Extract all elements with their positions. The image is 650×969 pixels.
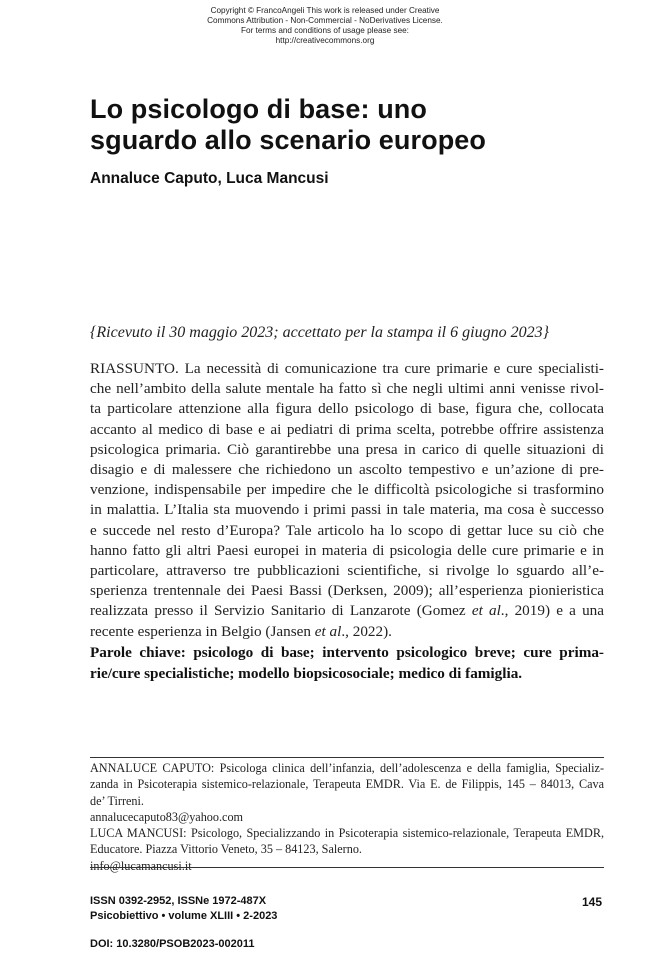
copyright-line: For terms and conditions of usage please see: (241, 26, 409, 35)
abstract-line: venzione, indispensabile per impedire che le difficoltà psicologiche si trasformino (90, 481, 604, 499)
copyright-line: Commons Attribution - Non-Commercial - NoDerivatives License. (207, 16, 443, 25)
footnote-bottom-divider (90, 867, 604, 868)
copyright-link[interactable]: http://creativecommons.org (275, 36, 375, 45)
abstract-line: disagio e di malessere che richiedono un ascolto tempestivo e un’azione di pre- (90, 461, 604, 479)
article-title-line: Lo psicologo di base: uno (90, 94, 427, 124)
keywords-line: Parole chiave: psicologo di base; intervento psicologico breve; cure prima- (90, 644, 604, 661)
doi[interactable]: DOI: 10.3280/PSOB2023-002011 (90, 938, 255, 950)
author-footnotes (90, 760, 604, 874)
abstract-line: in malattia. L’Italia sta muovendo i primi passi in tale materia, ma cosa è successo (90, 501, 604, 519)
abstract-line: realizzata presso il Servizio Sanitario di Lanzarote (Gomez et al., 2019) e a una (90, 602, 604, 620)
author-email-link[interactable]: annalucecaputo83@yahoo.com (90, 809, 244, 824)
abstract-line: ta particolare attenzione alla figura dello psicologo di base, figura che, collocata (90, 400, 604, 418)
footnote-line: ANNALUCE CAPUTO: Psicologa clinica dell’infanzia, dell’adolescenza e della famiglia, Specializ- (90, 761, 604, 775)
footnote-line: LUCA MANCUSI: Psicologo, Specializzando in Psicoterapia sistemico-relazionale, Terapeuta EMDR, (90, 826, 604, 841)
abstract-line: particolare, attraverso tre pubblicazioni scientifiche, si rivolge lo sguardo all’e- (90, 562, 604, 580)
keywords-line: rie/cure specialistiche; modello biopsicosociale; medico di famiglia. (90, 665, 523, 682)
received-dates: {Ricevuto il 30 maggio 2023; accettato per la stampa il 6 giugno 2023} (90, 324, 549, 341)
abstract-line: accanto al medico di base e ai pediatri di prima scelta, potrebbe offrire assistenza (90, 420, 604, 438)
abstract-line: RIASSUNTO. La necessità di comunicazione tra cure primarie e cure specialisti- (90, 360, 604, 377)
article-title-line: sguardo allo scenario europeo (90, 125, 486, 155)
abstract-label: RIASSUNTO. (90, 360, 179, 377)
journal-info: Psicobiettivo • volume XLIII • 2-2023 (90, 910, 278, 922)
author-email-link[interactable]: info@lucamancusi.it (90, 858, 192, 873)
keywords (90, 642, 604, 684)
abstract-line: hanno fatto gli altri Paesi europei in materia di psicologia delle cure primarie e in (90, 541, 604, 559)
article-title (90, 94, 610, 156)
abstract-line: che nell’ambito della salute mentale ha fatto sì che negli ultimi anni venisse rivol- (90, 380, 604, 398)
abstract-line: psicologica primaria. Ciò garantirebbe una presa in carico di quelle situazioni di (90, 440, 604, 458)
article-authors: Annaluce Caputo, Luca Mancusi (90, 170, 329, 187)
footnote-line: de’ Tirreni. (90, 793, 144, 808)
page-number: 145 (581, 895, 602, 909)
issn: ISSN 0392-2952, ISSNe 1972-487X (90, 895, 267, 907)
footnote-divider (90, 757, 604, 758)
footnote-line: Educatore. Piazza Vittorio Veneto, 35 – 84123, Salerno. (90, 842, 362, 857)
et-al: et al (471, 602, 501, 620)
abstract-line: sperienza trentennale dei Paesi Bassi (Derksen, 2009); all’esperienza pionieristica (90, 582, 604, 600)
abstract-line: e succede nel resto d’Europa? Tale articolo ha lo scopo di gettar luce su ciò che (90, 521, 604, 539)
copyright-notice (0, 6, 650, 46)
copyright-line: Copyright © FrancoAngeli This work is released under Creative (210, 6, 440, 15)
et-al: et al (314, 622, 342, 640)
abstract (90, 359, 604, 642)
abstract-line: recente esperienza in Belgio (Jansen et al., 2022). (90, 622, 392, 640)
footnote-line: zanda in Psicoterapia sistemico-relazionale, Terapeuta EMDR. Via E. de Filippis, 145 – 84013, Cava (90, 777, 604, 792)
